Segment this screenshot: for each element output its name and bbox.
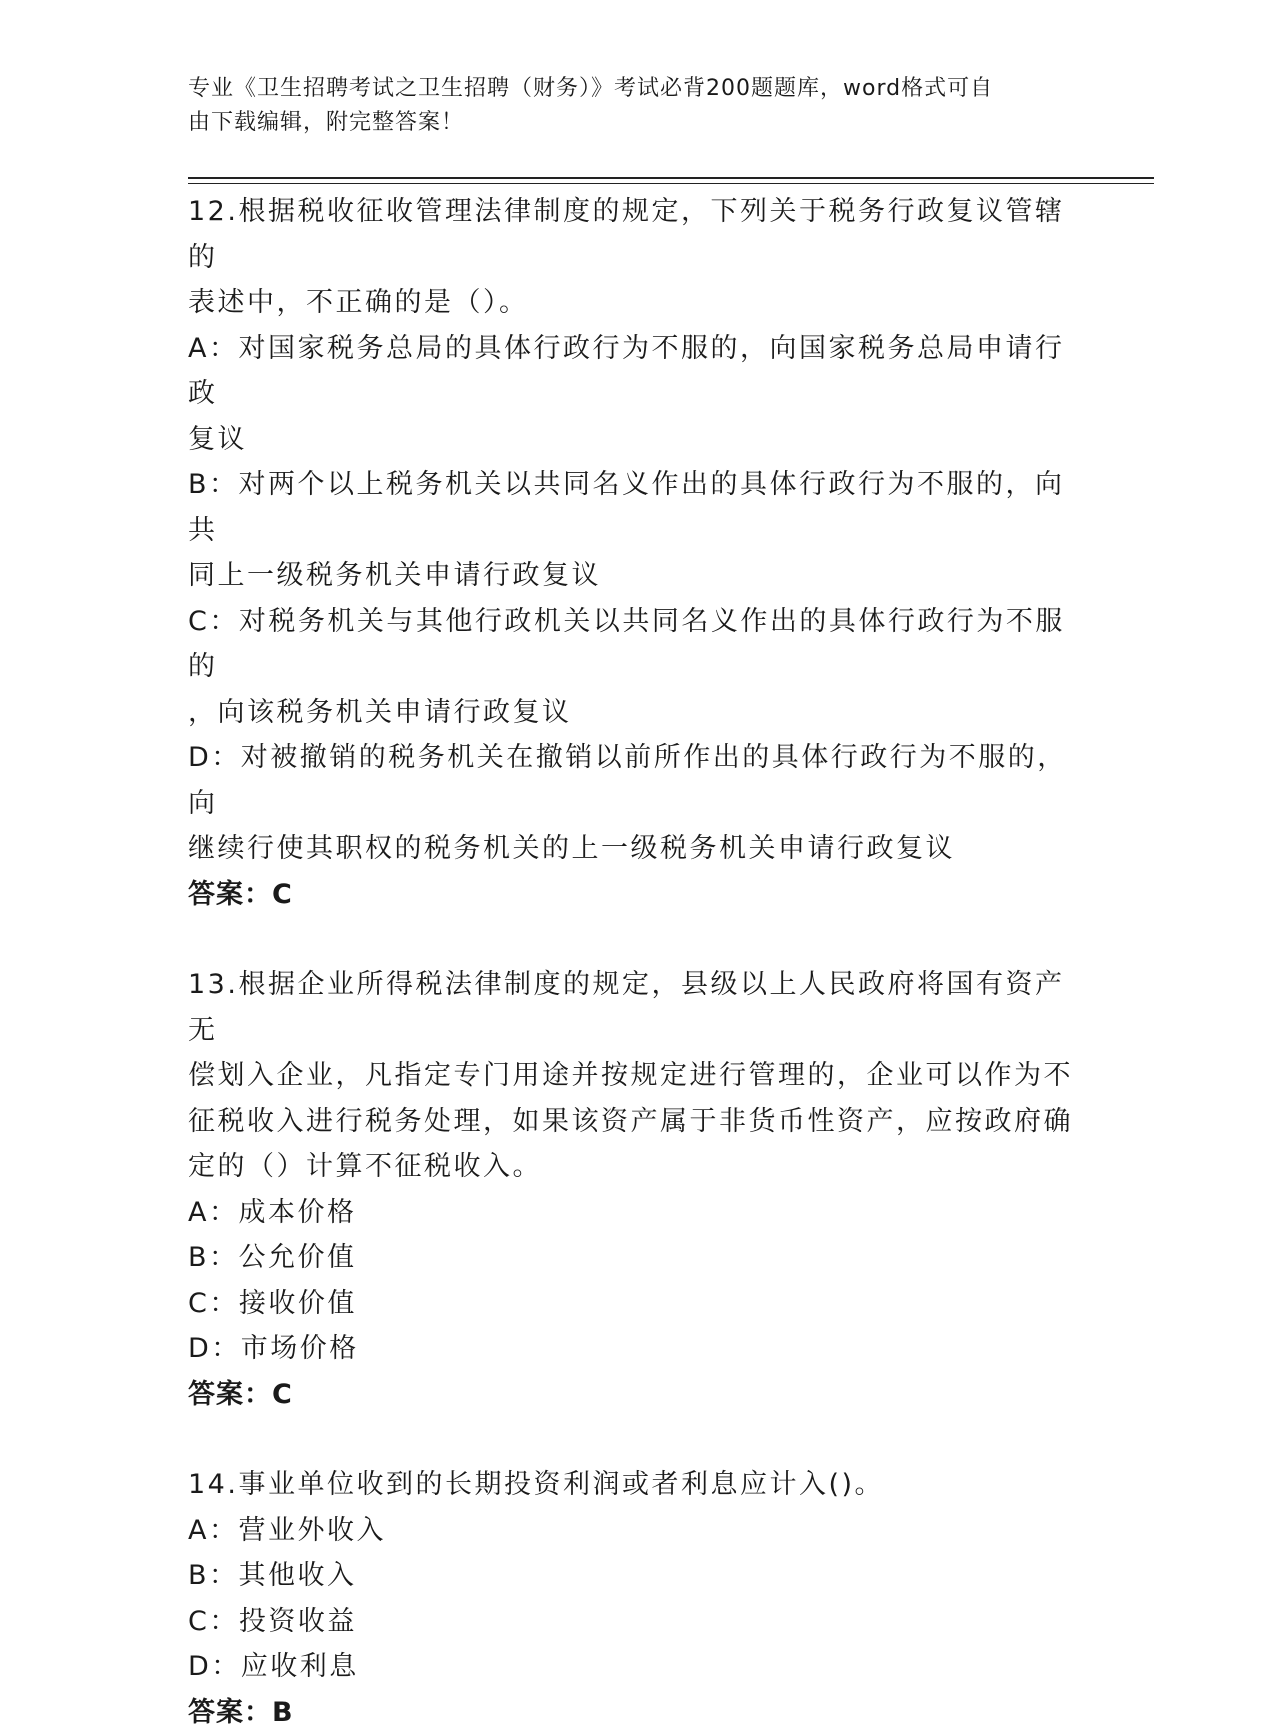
option-b-cont: 同上一级税务机关申请行政复议 bbox=[188, 553, 1078, 599]
answer: 答案：B bbox=[188, 1690, 1078, 1735]
question-stem-line: 定的（）计算不征税收入。 bbox=[188, 1144, 1078, 1190]
question-list bbox=[188, 189, 1078, 1735]
option-d: D：市场价格 bbox=[188, 1326, 1078, 1372]
question-stem-line: 12.根据税收征收管理法律制度的规定，下列关于税务行政复议管辖的 bbox=[188, 189, 1078, 280]
option-a: A：营业外收入 bbox=[188, 1508, 1078, 1554]
option-c: C：投资收益 bbox=[188, 1599, 1078, 1645]
question-12 bbox=[188, 189, 1078, 917]
question-stem-line: 征税收入进行税务处理，如果该资产属于非货币性资产，应按政府确 bbox=[188, 1099, 1078, 1145]
option-c: C：接收价值 bbox=[188, 1281, 1078, 1327]
option-d: D：应收利息 bbox=[188, 1644, 1078, 1690]
option-a-cont: 复议 bbox=[188, 417, 1078, 463]
option-c: C：对税务机关与其他行政机关以共同名义作出的具体行政行为不服的 bbox=[188, 599, 1078, 690]
option-a: A：对国家税务总局的具体行政行为不服的，向国家税务总局申请行政 bbox=[188, 326, 1078, 417]
document-header bbox=[188, 72, 1068, 140]
answer: 答案：C bbox=[188, 1372, 1078, 1418]
question-stem-line: 偿划入企业，凡指定专门用途并按规定进行管理的，企业可以作为不 bbox=[188, 1053, 1078, 1099]
question-stem-line: 表述中，不正确的是（）。 bbox=[188, 280, 1078, 326]
header-line-2: 由下载编辑，附完整答案！ bbox=[188, 106, 1068, 140]
option-b: B：其他收入 bbox=[188, 1553, 1078, 1599]
question-13 bbox=[188, 962, 1078, 1417]
option-b: B：对两个以上税务机关以共同名义作出的具体行政行为不服的，向共 bbox=[188, 462, 1078, 553]
option-d-cont: 继续行使其职权的税务机关的上一级税务机关申请行政复议 bbox=[188, 826, 1078, 872]
option-d: D：对被撤销的税务机关在撤销以前所作出的具体行政行为不服的，向 bbox=[188, 735, 1078, 826]
question-14 bbox=[188, 1462, 1078, 1735]
answer: 答案：C bbox=[188, 872, 1078, 918]
header-divider-thin bbox=[188, 183, 1154, 184]
header-divider-thick bbox=[188, 177, 1154, 179]
header-line-1: 专业《卫生招聘考试之卫生招聘（财务）》考试必背200题题库，word格式可自 bbox=[188, 72, 1068, 106]
option-b: B：公允价值 bbox=[188, 1235, 1078, 1281]
question-stem-line: 13.根据企业所得税法律制度的规定，县级以上人民政府将国有资产无 bbox=[188, 962, 1078, 1053]
question-stem-line: 14.事业单位收到的长期投资利润或者利息应计入()。 bbox=[188, 1462, 1078, 1508]
option-c-cont: ，向该税务机关申请行政复议 bbox=[188, 690, 1078, 736]
option-a: A：成本价格 bbox=[188, 1190, 1078, 1236]
